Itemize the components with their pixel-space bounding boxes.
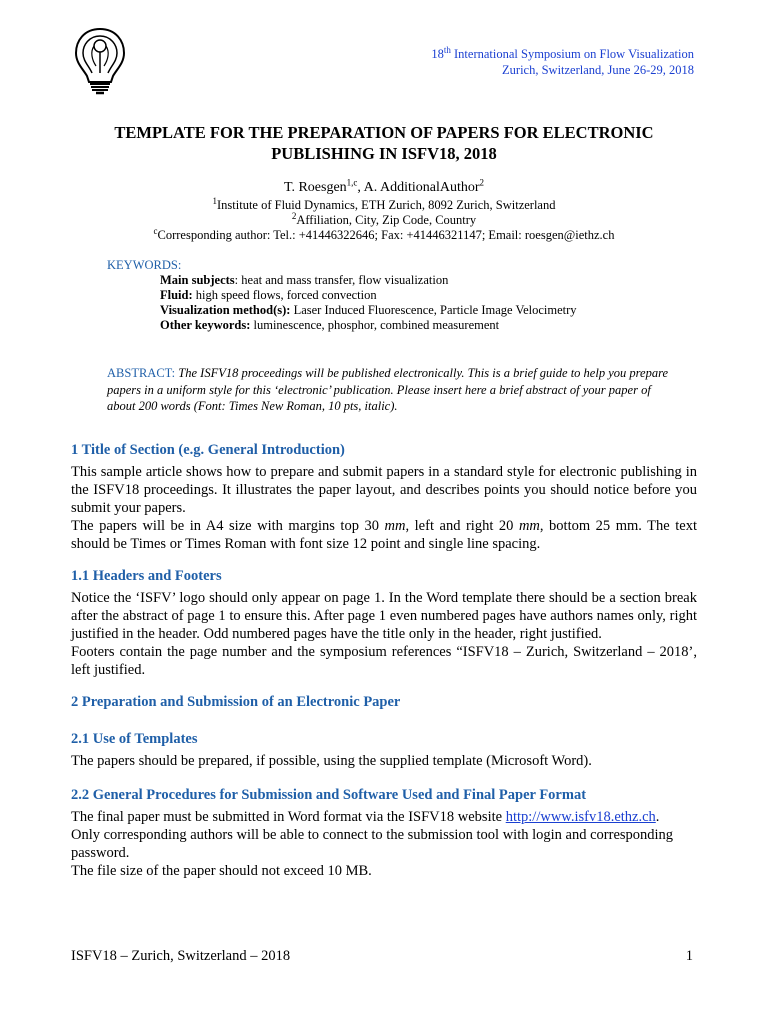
section-2-1-body: [71, 752, 697, 770]
section-2-1-heading: 2.1 Use of Templates: [71, 731, 198, 747]
conference-header: [431, 46, 694, 78]
keyword-main-subjects: [160, 273, 448, 288]
keyword-value: Laser Induced Fluorescence, Particle Image Velocimetry: [293, 303, 577, 317]
affiliation-1: [0, 195, 768, 213]
isfv18-website-link[interactable]: http://www.isfv18.ethz.ch: [505, 809, 656, 825]
affiliation-2: [0, 210, 768, 228]
section-2-2-paragraph-3: The file size of the paper should not exceed 10 MB.: [71, 863, 372, 879]
unit-mm: mm: [384, 518, 406, 534]
conference-line-1: [431, 46, 694, 62]
author-1: T. Roesgen: [283, 180, 347, 195]
conference-edition-suffix: th: [443, 44, 451, 55]
affiliation-2-text: Affiliation, City, Zip Code, Country: [296, 213, 477, 227]
text-run: The papers will be in A4 size with margins top 30: [71, 518, 385, 534]
author-list: [0, 177, 768, 196]
conference-edition: 18: [431, 47, 444, 61]
text-run: , left and right 20: [405, 518, 519, 534]
section-1-paragraph-2: [71, 517, 697, 553]
keyword-fluid: [160, 288, 377, 303]
keyword-label: Fluid:: [160, 288, 193, 302]
keyword-label: Visualization method(s):: [160, 303, 291, 317]
isfv-logo-icon: [72, 26, 128, 98]
author-2: A. AdditionalAuthor: [363, 180, 480, 195]
section-2-2-paragraph-1: [71, 808, 697, 826]
keywords-heading: KEYWORDS:: [107, 258, 182, 272]
author-separator: ,: [357, 180, 364, 195]
keyword-other: [160, 318, 499, 333]
abstract-label: ABSTRACT: [107, 366, 172, 380]
author-1-superscript: 1,c: [346, 177, 358, 188]
section-1-body: [71, 463, 697, 553]
abstract-colon: :: [171, 366, 179, 380]
section-2-heading: 2 Preparation and Submission of an Electronic Paper: [71, 694, 401, 710]
keyword-value: luminescence, phosphor, combined measurement: [253, 318, 500, 332]
page-number: 1: [685, 948, 693, 964]
paper-title: [40, 122, 728, 164]
keyword-value: high speed flows, forced convection: [195, 288, 377, 302]
text-run: .: [655, 809, 660, 825]
affiliation-1-text: Institute of Fluid Dynamics, ETH Zurich, 8092 Zurich, Switzerland: [217, 198, 556, 212]
keyword-separator: :: [234, 273, 242, 287]
section-2-2-body: [71, 808, 697, 880]
text-run: The final paper must be submitted in Word format via the ISFV18 website: [71, 809, 506, 825]
paper-title-line-1: TEMPLATE FOR THE PREPARATION OF PAPERS FOR ELECTRONIC: [114, 123, 654, 142]
keyword-visualization-methods: [160, 303, 577, 318]
keyword-label: Other keywords:: [160, 318, 251, 332]
section-1-1-paragraph-2: Footers contain the page number and the symposium references “ISFV18 – Zurich, Switzerland – 2018’, left justified.: [71, 644, 697, 678]
affiliation-1-superscript: 1: [212, 195, 217, 206]
keyword-label: Main subjects: [160, 273, 235, 287]
text-run: , bottom 25 mm. The text should be Times or Times Roman with font size 12 point and single line spacing.: [71, 518, 697, 552]
section-2-2-paragraph-2: Only corresponding authors will be able to connect to the submission tool with login and corresponding password.: [71, 827, 674, 861]
section-1-heading: 1 Title of Section (e.g. General Introduction): [71, 442, 345, 458]
section-2-1-paragraph-1: The papers should be prepared, if possible, using the supplied template (Microsoft Word).: [71, 753, 592, 769]
section-1-1-body: [71, 589, 697, 679]
corresponding-author-text: Corresponding author: Tel.: +41446322646; Fax: +41446321147; Email: roesgen@iethz.ch: [157, 228, 615, 242]
abstract: [107, 365, 672, 415]
footer-reference: ISFV18 – Zurich, Switzerland – 2018: [71, 948, 291, 964]
section-1-paragraph-1: This sample article shows how to prepare and submit papers in a standard style for electronic publishing in the ISFV18 proceedings. It illustrates the paper layout, and describes points you should notice before you submit your papers.: [71, 464, 697, 516]
keyword-value: heat and mass transfer, flow visualization: [241, 273, 449, 287]
conference-name: International Symposium on Flow Visualization: [450, 47, 694, 61]
section-2-2-heading: 2.2 General Procedures for Submission and Software Used and Final Paper Format: [71, 787, 587, 803]
affiliation-2-superscript: 2: [291, 210, 297, 221]
abstract-text: The ISFV18 proceedings will be published electronically. This is a brief guide to help you prepare papers in a uniform style for this ‘electronic’ publication. Please insert here a brief abstract of your paper of about 200 words (Font: Times New Roman, 10 pts, italic).: [107, 366, 669, 413]
unit-mm: mm: [518, 518, 540, 534]
corresponding-author-superscript: c: [153, 225, 158, 236]
author-2-superscript: 2: [479, 177, 485, 188]
section-1-1-paragraph-1: Notice the ‘ISFV’ logo should only appear on page 1. In the Word template there should be a section break after the abstract of page 1 to ensure this. After page 1 even numbered pages have authors names only, right justified in the header. Odd numbered pages have the title only in the header, right justified.: [71, 590, 697, 642]
corresponding-author: [0, 225, 768, 243]
conference-location-date: Zurich, Switzerland, June 26-29, 2018: [502, 63, 694, 77]
section-1-1-heading: 1.1 Headers and Footers: [71, 568, 222, 584]
paper-title-line-2: PUBLISHING IN ISFV18, 2018: [271, 144, 497, 163]
